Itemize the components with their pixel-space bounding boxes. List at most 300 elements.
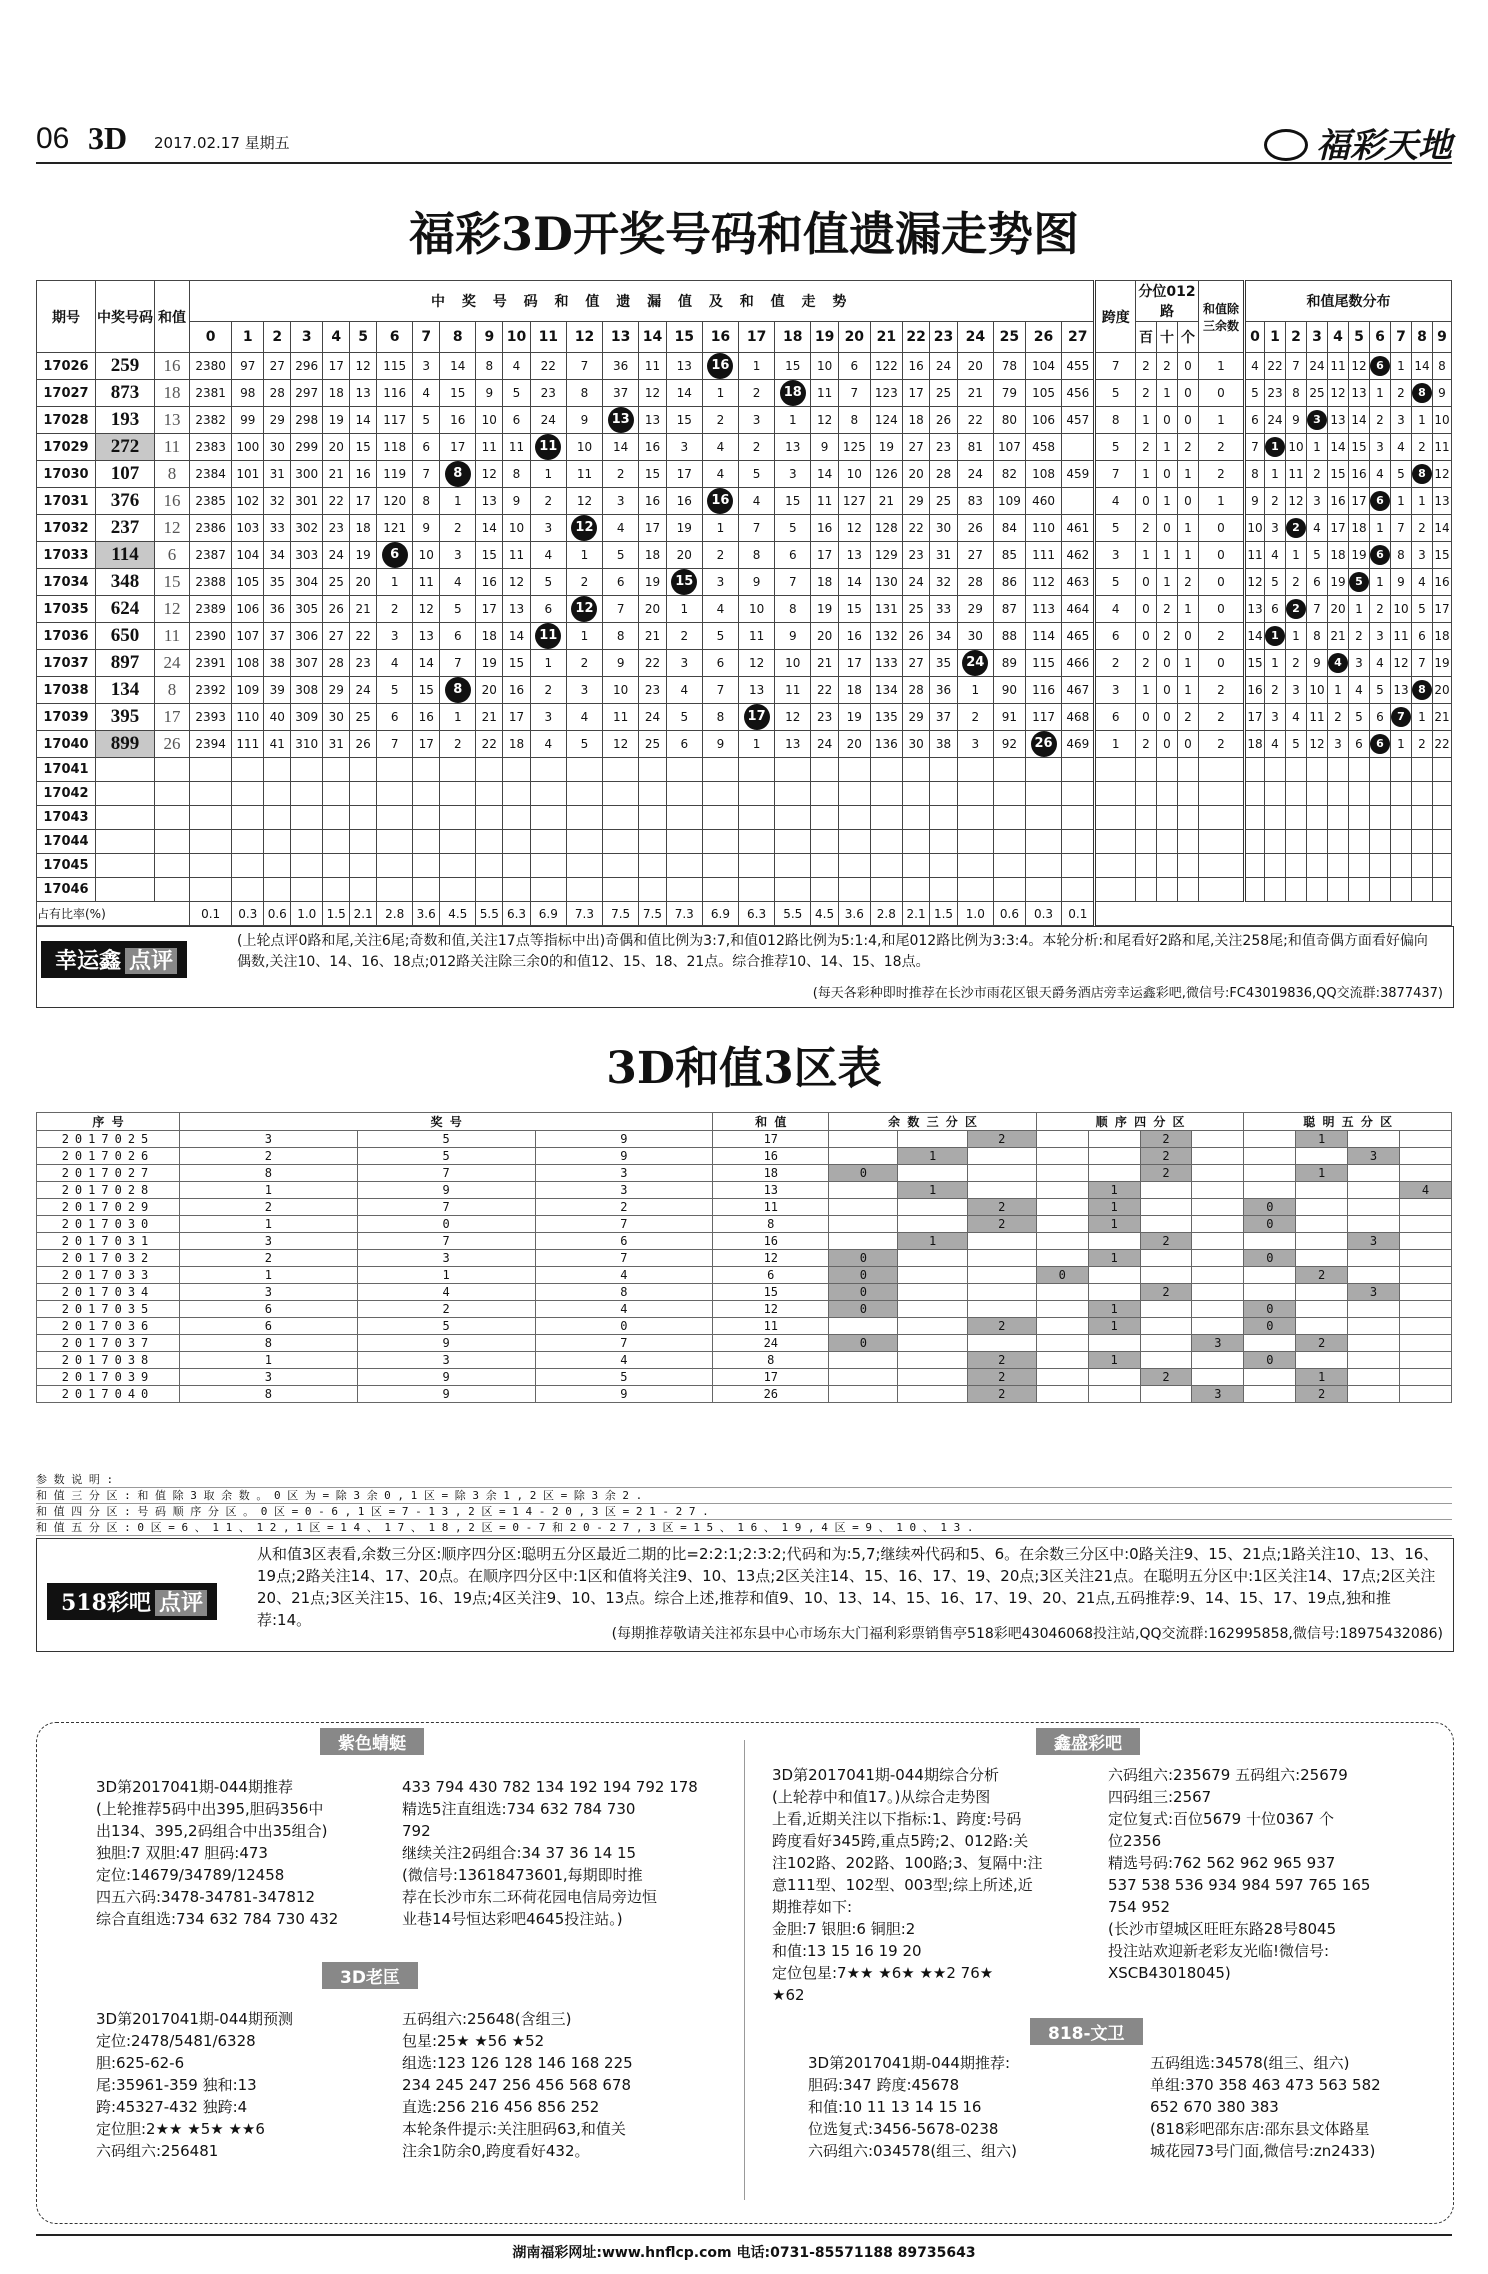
miss-cell: 5 bbox=[503, 380, 530, 407]
rec-line: 754 952 bbox=[1108, 1898, 1171, 1916]
miss-cell bbox=[838, 854, 870, 878]
miss-cell: 19 bbox=[811, 596, 838, 623]
miss-cell: 16 bbox=[811, 515, 838, 542]
zone-cell: 2017036 bbox=[37, 1318, 180, 1335]
row-pos bbox=[1199, 878, 1245, 902]
tail-cell: 1 bbox=[1391, 731, 1412, 758]
sum-hit-marker: 12 bbox=[571, 596, 597, 622]
tail-cell bbox=[1391, 878, 1412, 902]
miss-cell bbox=[503, 878, 530, 902]
rec-line: ★62 bbox=[772, 1986, 805, 2004]
zone-cell: 3 bbox=[180, 1131, 358, 1148]
zone-cell: 2 bbox=[967, 1352, 1036, 1369]
miss-cell: 2 bbox=[566, 650, 602, 677]
miss-cell bbox=[811, 758, 838, 782]
miss-cell bbox=[190, 878, 232, 902]
tail-cell bbox=[1328, 854, 1349, 878]
zone-cell bbox=[1296, 1182, 1348, 1199]
chart-row-empty bbox=[37, 854, 1452, 878]
miss-cell: 15 bbox=[413, 677, 440, 704]
zone-cell bbox=[1088, 1369, 1140, 1386]
zone-cell: 16 bbox=[713, 1233, 829, 1250]
sum-hit-marker: 6 bbox=[382, 542, 408, 568]
miss-cell bbox=[232, 806, 264, 830]
miss-cell: 4 bbox=[739, 488, 775, 515]
tail-cell: 8 bbox=[1391, 542, 1412, 569]
miss-cell: 13 bbox=[838, 542, 870, 569]
zone-cell bbox=[1140, 1199, 1192, 1216]
zone-cell bbox=[1140, 1216, 1192, 1233]
miss-cell: 19 bbox=[639, 569, 666, 596]
tail-cell: 5 bbox=[1286, 731, 1307, 758]
zone-cell bbox=[1296, 1199, 1348, 1216]
miss-cell: 25 bbox=[639, 731, 666, 758]
miss-cell: 15 bbox=[639, 461, 666, 488]
tail-cell: 17 bbox=[1328, 515, 1349, 542]
row-pos: 2 bbox=[1157, 596, 1178, 623]
row-number: 624 bbox=[96, 596, 155, 623]
zone-cell bbox=[1140, 1301, 1192, 1318]
rec-line: 3D第2017041期-044期推荐 bbox=[96, 1778, 293, 1796]
zone-cell bbox=[829, 1352, 898, 1369]
miss-cell: 24 bbox=[350, 677, 377, 704]
miss-cell: 136 bbox=[870, 731, 902, 758]
miss-cell bbox=[957, 758, 993, 782]
miss-cell: 18 bbox=[811, 569, 838, 596]
miss-cell: 9 bbox=[566, 407, 602, 434]
row-pos: 2 bbox=[1157, 623, 1178, 650]
miss-cell bbox=[702, 854, 738, 878]
tail-cell: 2 bbox=[1286, 569, 1307, 596]
tail-cell: 1 bbox=[1349, 596, 1370, 623]
rec-line: 投注站欢迎新老彩友光临!微信号: bbox=[1108, 1942, 1330, 1960]
miss-cell bbox=[902, 854, 929, 878]
miss-cell: 89 bbox=[993, 650, 1025, 677]
tail-cell: 2 bbox=[1370, 596, 1391, 623]
tail-cell bbox=[1412, 461, 1433, 488]
miss-cell: 460 bbox=[1025, 488, 1061, 515]
miss-cell bbox=[993, 830, 1025, 854]
ratio-cell: 3.6 bbox=[838, 902, 870, 926]
miss-cell: 15 bbox=[503, 650, 530, 677]
tail-cell bbox=[1286, 782, 1307, 806]
miss-cell: 113 bbox=[1025, 596, 1061, 623]
miss-cell: 7 bbox=[775, 569, 811, 596]
row-mod: 0 bbox=[1199, 380, 1245, 407]
miss-cell: 107 bbox=[232, 623, 264, 650]
miss-cell: 109 bbox=[993, 488, 1025, 515]
zone-cell: 2 bbox=[967, 1369, 1036, 1386]
miss-cell: 16 bbox=[350, 461, 377, 488]
tail-cell: 1 bbox=[1370, 569, 1391, 596]
miss-cell: 11 bbox=[603, 704, 639, 731]
sum-col-8: 8 bbox=[440, 322, 476, 353]
zone-cell bbox=[829, 1386, 898, 1403]
zone-cell bbox=[898, 1250, 967, 1267]
miss-cell bbox=[413, 758, 440, 782]
miss-cell: 37 bbox=[264, 623, 291, 650]
tail-cell bbox=[1412, 677, 1433, 704]
miss-cell bbox=[566, 596, 602, 623]
miss-cell: 108 bbox=[232, 650, 264, 677]
miss-cell: 84 bbox=[993, 515, 1025, 542]
zone-cell bbox=[1192, 1369, 1244, 1386]
zone-cell bbox=[1140, 1386, 1192, 1403]
miss-cell: 20 bbox=[902, 461, 929, 488]
zone-cell bbox=[1192, 1148, 1244, 1165]
zone-cell bbox=[898, 1131, 967, 1148]
miss-cell: 1 bbox=[702, 380, 738, 407]
miss-cell bbox=[811, 854, 838, 878]
miss-cell bbox=[870, 758, 902, 782]
zone-cell bbox=[1036, 1369, 1088, 1386]
miss-cell: 10 bbox=[503, 515, 530, 542]
miss-cell bbox=[702, 782, 738, 806]
miss-cell: 7 bbox=[838, 380, 870, 407]
tail-cell bbox=[1328, 878, 1349, 902]
miss-cell: 9 bbox=[775, 623, 811, 650]
miss-cell bbox=[666, 878, 702, 902]
tail-cell bbox=[1391, 758, 1412, 782]
row-number: 873 bbox=[96, 380, 155, 407]
row-span: 2 bbox=[1095, 650, 1136, 677]
row-span: 5 bbox=[1095, 434, 1136, 461]
zone-cell: 9 bbox=[535, 1131, 713, 1148]
rec-line: 3D第2017041期-044期预测 bbox=[96, 2010, 293, 2028]
zone-cell: 7 bbox=[535, 1216, 713, 1233]
miss-cell bbox=[440, 854, 476, 878]
tail-cell: 2 bbox=[1412, 434, 1433, 461]
rec-line: 精选号码:762 562 962 965 937 bbox=[1108, 1854, 1336, 1872]
tail-cell bbox=[1412, 878, 1433, 902]
zone-cell bbox=[967, 1335, 1036, 1352]
zone-cell bbox=[1348, 1165, 1400, 1182]
chart-row bbox=[37, 569, 1452, 596]
miss-cell: 2 bbox=[440, 515, 476, 542]
tail-cell: 7 bbox=[1286, 353, 1307, 380]
miss-cell: 88 bbox=[993, 623, 1025, 650]
miss-cell: 12 bbox=[603, 731, 639, 758]
row-pos: 1 bbox=[1157, 488, 1178, 515]
miss-cell: 126 bbox=[870, 461, 902, 488]
row-issue: 17043 bbox=[37, 806, 96, 830]
row-sum bbox=[155, 782, 190, 806]
miss-cell bbox=[775, 806, 811, 830]
row-pos: 0 bbox=[1157, 515, 1178, 542]
miss-cell: 4 bbox=[566, 704, 602, 731]
miss-cell bbox=[530, 434, 566, 461]
miss-cell: 5 bbox=[603, 542, 639, 569]
zone-cell bbox=[1036, 1182, 1088, 1199]
zone-note-line: 和 值 五 分 区 : 0 区 = 6 、 1 1 、 1 2 , 1 区 = 1 4 、 1 7 、 1 8 , 2 区 = 0 - 7 和 2 0 - 2 7 , 3 区 = 1 5 、 1 6 、 1 9 , 4 区 = 9 、 1 0 、 1 3 . bbox=[36, 1520, 1452, 1536]
miss-cell: 17 bbox=[350, 488, 377, 515]
tail-cell bbox=[1349, 830, 1370, 854]
miss-cell bbox=[603, 854, 639, 878]
tail-cell: 12 bbox=[1391, 650, 1412, 677]
miss-cell: 13 bbox=[739, 677, 775, 704]
tail-cell bbox=[1286, 758, 1307, 782]
miss-cell: 26 bbox=[323, 596, 350, 623]
comment-box-1 bbox=[36, 926, 1454, 1008]
miss-cell: 13 bbox=[413, 623, 440, 650]
miss-cell bbox=[702, 758, 738, 782]
rec-title-2: 鑫盛彩吧 bbox=[1036, 1728, 1140, 1755]
tail-cell: 6 bbox=[1245, 407, 1265, 434]
miss-cell: 2387 bbox=[190, 542, 232, 569]
miss-cell: 30 bbox=[323, 704, 350, 731]
row-number: 134 bbox=[96, 677, 155, 704]
tail-cell: 2 bbox=[1328, 704, 1349, 731]
miss-cell bbox=[1062, 806, 1095, 830]
zone-cell bbox=[898, 1267, 967, 1284]
tail-cell bbox=[1349, 854, 1370, 878]
miss-cell bbox=[603, 407, 639, 434]
miss-cell: 301 bbox=[291, 488, 323, 515]
row-number bbox=[96, 854, 155, 878]
chart-row-empty bbox=[37, 782, 1452, 806]
tail-cell: 13 bbox=[1433, 488, 1452, 515]
zone-cell bbox=[1348, 1250, 1400, 1267]
tail-cell: 1 bbox=[1286, 623, 1307, 650]
miss-cell: 27 bbox=[323, 623, 350, 650]
miss-cell: 2 bbox=[566, 569, 602, 596]
miss-cell bbox=[264, 782, 291, 806]
trend-chart bbox=[36, 280, 1452, 926]
miss-cell: 3 bbox=[666, 434, 702, 461]
miss-cell bbox=[264, 830, 291, 854]
zone-cell bbox=[1399, 1148, 1451, 1165]
tail-cell bbox=[1370, 782, 1391, 806]
tail-cell bbox=[1370, 488, 1391, 515]
miss-cell: 7 bbox=[440, 650, 476, 677]
rec-line: 继续关注2码组合:34 37 36 14 15 bbox=[402, 1844, 637, 1862]
miss-cell: 2394 bbox=[190, 731, 232, 758]
tail-cell: 2 bbox=[1349, 623, 1370, 650]
miss-cell: 16 bbox=[413, 704, 440, 731]
row-pos bbox=[1136, 854, 1157, 878]
miss-cell bbox=[503, 758, 530, 782]
row-span bbox=[1095, 758, 1136, 782]
rec-line: (818彩吧邵东店:邵东县文体路星 bbox=[1150, 2120, 1370, 2138]
miss-cell: 26 bbox=[350, 731, 377, 758]
zone-cell: 0 bbox=[1244, 1352, 1296, 1369]
zone-cell: 1 bbox=[1088, 1250, 1140, 1267]
tail-cell: 11 bbox=[1286, 461, 1307, 488]
miss-cell bbox=[811, 782, 838, 806]
miss-cell: 26 bbox=[957, 515, 993, 542]
chart-row-empty bbox=[37, 878, 1452, 902]
zone-cell: 0 bbox=[1244, 1199, 1296, 1216]
miss-cell bbox=[377, 542, 413, 569]
miss-cell: 2393 bbox=[190, 704, 232, 731]
miss-cell: 13 bbox=[639, 407, 666, 434]
tail-cell bbox=[1370, 731, 1391, 758]
zone-cell bbox=[1399, 1165, 1451, 1182]
miss-cell bbox=[870, 878, 902, 902]
zone-cell: 2 bbox=[1140, 1284, 1192, 1301]
miss-cell: 119 bbox=[377, 461, 413, 488]
ratio-cell: 6.3 bbox=[503, 902, 530, 926]
tail-cell: 1 bbox=[1370, 380, 1391, 407]
zone-cell: 5 bbox=[357, 1131, 535, 1148]
miss-cell: 2 bbox=[702, 542, 738, 569]
sum-col-25: 25 bbox=[993, 322, 1025, 353]
miss-cell: 85 bbox=[993, 542, 1025, 569]
rec-line: 定位:14679/34789/12458 bbox=[96, 1866, 285, 1884]
tail-cell bbox=[1328, 806, 1349, 830]
zone-cell: 2 bbox=[967, 1216, 1036, 1233]
tail-cell bbox=[1370, 806, 1391, 830]
zone-cell bbox=[1192, 1284, 1244, 1301]
tail-cell bbox=[1412, 758, 1433, 782]
miss-cell: 11 bbox=[476, 434, 503, 461]
miss-cell bbox=[957, 806, 993, 830]
ratio-cell: 1.0 bbox=[291, 902, 323, 926]
miss-cell bbox=[440, 461, 476, 488]
zone-cell bbox=[1088, 1267, 1140, 1284]
miss-cell bbox=[993, 806, 1025, 830]
ratio-cell: 1.5 bbox=[930, 902, 957, 926]
tail-hit-marker: 7 bbox=[1391, 707, 1411, 727]
row-mod: 2 bbox=[1199, 731, 1245, 758]
tail-cell: 1 bbox=[1370, 515, 1391, 542]
tail-cell: 9 bbox=[1433, 380, 1452, 407]
tail-cell: 15 bbox=[1433, 542, 1452, 569]
miss-cell bbox=[530, 623, 566, 650]
row-span: 5 bbox=[1095, 515, 1136, 542]
miss-cell: 25 bbox=[930, 488, 957, 515]
recommend-divider bbox=[744, 1740, 745, 2200]
miss-cell: 304 bbox=[291, 569, 323, 596]
row-pos: 0 bbox=[1136, 623, 1157, 650]
miss-cell: 16 bbox=[503, 677, 530, 704]
zone-cell: 3 bbox=[180, 1233, 358, 1250]
tail-cell: 17 bbox=[1245, 704, 1265, 731]
zone-cell bbox=[1348, 1301, 1400, 1318]
miss-cell: 1 bbox=[702, 515, 738, 542]
row-span: 1 bbox=[1095, 731, 1136, 758]
rec-block-4-left bbox=[808, 2052, 1108, 2162]
ratio-cell: 4.5 bbox=[440, 902, 476, 926]
tail-cell bbox=[1433, 830, 1452, 854]
miss-cell: 21 bbox=[957, 380, 993, 407]
zone-cell: 0 bbox=[829, 1301, 898, 1318]
ratio-rest bbox=[1095, 902, 1452, 926]
tail-cell bbox=[1307, 782, 1328, 806]
page-footer: 湖南福彩网址:www.hnflcp.com 电话:0731-85571188 89735643 bbox=[36, 2234, 1452, 2262]
zone-cell: 7 bbox=[357, 1233, 535, 1250]
miss-cell bbox=[666, 569, 702, 596]
comment-note-1: (每天各彩种即时推荐在长沙市雨花区银天爵务酒店旁幸运鑫彩吧,微信号:FC43019836,QQ交流群:3877437) bbox=[812, 986, 1443, 1001]
miss-cell: 29 bbox=[957, 596, 993, 623]
row-pos: 1 bbox=[1178, 596, 1199, 623]
miss-cell: 11 bbox=[566, 461, 602, 488]
miss-cell bbox=[323, 878, 350, 902]
miss-cell bbox=[413, 830, 440, 854]
zone-cell bbox=[1244, 1267, 1296, 1284]
miss-cell bbox=[413, 806, 440, 830]
sum-col-13: 13 bbox=[603, 322, 639, 353]
tail-cell bbox=[1245, 806, 1265, 830]
col-trend-title: 中 奖 号 码 和 值 遗 漏 值 及 和 值 走 势 bbox=[190, 281, 1095, 322]
tail-cell bbox=[1370, 854, 1391, 878]
zone-cell bbox=[1036, 1148, 1088, 1165]
miss-cell: 29 bbox=[902, 488, 929, 515]
zone-cell bbox=[1244, 1386, 1296, 1403]
miss-cell: 111 bbox=[1025, 542, 1061, 569]
zone-cell bbox=[1088, 1335, 1140, 1352]
miss-cell: 18 bbox=[350, 515, 377, 542]
miss-cell: 21 bbox=[476, 704, 503, 731]
sum-col-1: 1 bbox=[232, 322, 264, 353]
row-sum bbox=[155, 806, 190, 830]
zone-cell bbox=[1192, 1131, 1244, 1148]
miss-cell: 9 bbox=[811, 434, 838, 461]
tail-hit-marker: 1 bbox=[1265, 437, 1285, 457]
ratio-cell: 0.3 bbox=[232, 902, 264, 926]
zone-cell bbox=[1296, 1233, 1348, 1250]
miss-cell: 17 bbox=[666, 461, 702, 488]
row-pos: 1 bbox=[1178, 515, 1199, 542]
zone-col-four: 顺 序 四 分 区 bbox=[1036, 1113, 1244, 1131]
miss-cell bbox=[291, 878, 323, 902]
row-sum: 8 bbox=[155, 677, 190, 704]
miss-cell: 16 bbox=[639, 434, 666, 461]
zone-cell: 3 bbox=[1348, 1148, 1400, 1165]
zone-cell: 2 bbox=[180, 1148, 358, 1165]
zone-cell bbox=[1348, 1131, 1400, 1148]
row-number: 114 bbox=[96, 542, 155, 569]
row-issue: 17042 bbox=[37, 782, 96, 806]
miss-cell: 35 bbox=[264, 569, 291, 596]
miss-cell: 6 bbox=[603, 569, 639, 596]
zone-cell bbox=[1399, 1216, 1451, 1233]
rec-line: 定位胆:2★★ ★5★ ★★6 bbox=[96, 2120, 265, 2138]
miss-cell: 17 bbox=[639, 515, 666, 542]
miss-cell: 14 bbox=[440, 353, 476, 380]
zone-cell bbox=[967, 1233, 1036, 1250]
section-name: 3D bbox=[88, 120, 128, 156]
miss-cell: 308 bbox=[291, 677, 323, 704]
tail-cell bbox=[1370, 353, 1391, 380]
miss-cell bbox=[957, 830, 993, 854]
row-issue: 17046 bbox=[37, 878, 96, 902]
miss-cell: 20 bbox=[838, 731, 870, 758]
tail-cell: 16 bbox=[1349, 461, 1370, 488]
sum-hit-marker: 18 bbox=[780, 380, 806, 406]
miss-cell: 1 bbox=[530, 650, 566, 677]
zone-cell: 2 bbox=[967, 1131, 1036, 1148]
miss-cell: 30 bbox=[264, 434, 291, 461]
zone-cell bbox=[1296, 1216, 1348, 1233]
row-pos bbox=[1136, 758, 1157, 782]
miss-cell bbox=[377, 758, 413, 782]
miss-cell: 104 bbox=[1025, 353, 1061, 380]
miss-cell: 1 bbox=[739, 731, 775, 758]
row-sum: 12 bbox=[155, 515, 190, 542]
miss-cell: 20 bbox=[476, 677, 503, 704]
zone-cell: 2017035 bbox=[37, 1301, 180, 1318]
miss-cell: 22 bbox=[957, 407, 993, 434]
miss-cell: 298 bbox=[291, 407, 323, 434]
miss-cell: 38 bbox=[264, 650, 291, 677]
tail-cell: 9 bbox=[1245, 488, 1265, 515]
miss-cell: 6 bbox=[413, 434, 440, 461]
miss-cell: 10 bbox=[739, 596, 775, 623]
miss-cell: 33 bbox=[264, 515, 291, 542]
zone-cell: 8 bbox=[713, 1216, 829, 1233]
tail-cell: 12 bbox=[1328, 380, 1349, 407]
